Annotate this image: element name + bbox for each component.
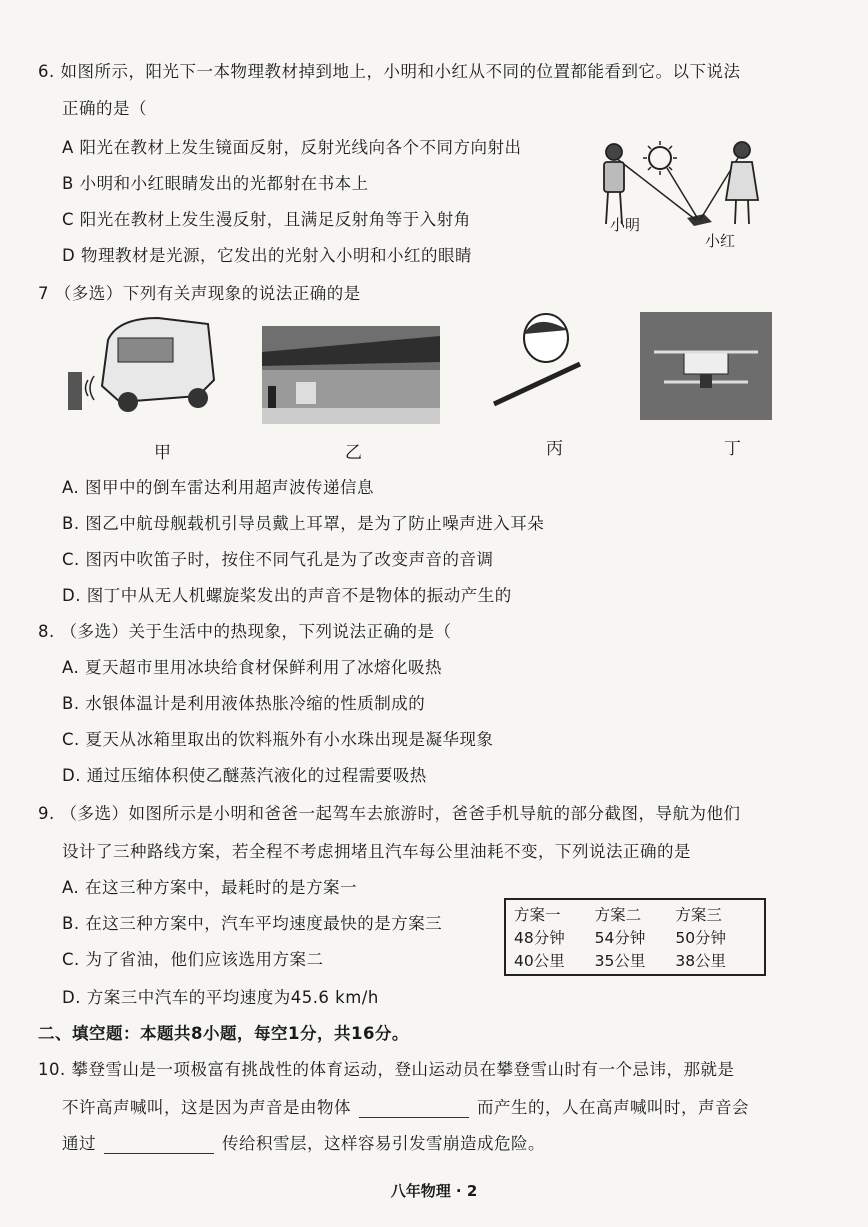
q9-stem-line2: 设计了三种路线方案，若全程不考虑拥堵且汽车每公里油耗不变，下列说法正确的是 — [62, 842, 691, 861]
q10-line3 — [62, 1130, 545, 1154]
q9-option-a: A. 在这三种方案中，最耗时的是方案一 — [62, 878, 357, 897]
table-time-plan1: 48分钟 — [514, 928, 565, 947]
caption-yi: 乙 — [345, 443, 362, 463]
q9-option-b: B. 在这三种方案中，汽车平均速度最快的是方案三 — [62, 914, 443, 933]
q6-stem-line2: 正确的是（ — [62, 99, 147, 118]
table-distance-plan2: 35公里 — [594, 952, 646, 971]
q10-line2-part2: 而产生的，人在高声喊叫时，声音会 — [477, 1098, 749, 1117]
label-xiaoming: 小明 — [610, 216, 641, 234]
xiaohong-figure — [726, 142, 758, 224]
q8-option-a: A. 夏天超市里用冰块给食材保鲜利用了冰熔化吸热 — [62, 658, 442, 677]
q7-image-ding-drone — [640, 312, 772, 420]
q6-option-a: A 阳光在教材上发生镜面反射，反射光线向各个不同方向射出 — [62, 138, 522, 157]
incident-ray — [667, 168, 698, 219]
q9-option-c: C. 为了省油，他们应该选用方案二 — [62, 950, 324, 969]
xiaoming-figure — [604, 144, 624, 224]
q7-option-b: B. 图乙中航母舰载机引导员戴上耳罩，是为了防止噪声进入耳朵 — [62, 514, 545, 533]
q7-option-d: D. 图丁中从无人机螺旋桨发出的声音不是物体的振动产生的 — [62, 586, 512, 605]
q10-line3-part1: 通过 — [62, 1134, 96, 1153]
table-header-plan3: 方案三 — [675, 905, 722, 924]
q7-image-jia-car-radar — [58, 310, 218, 422]
q9-stem-line1: 9. （多选）如图所示是小明和爸爸一起驾车去旅游时，爸爸手机导航的部分截图，导航为他们 — [38, 804, 741, 823]
q10-line3-part2: 传给积雪层，这样容易引发雪崩造成危险。 — [222, 1134, 545, 1153]
label-xiaohong: 小红 — [705, 232, 736, 250]
q7-option-c: C. 图丙中吹笛子时，按住不同气孔是为了改变声音的音调 — [62, 550, 494, 569]
q10-blank-1[interactable] — [359, 1099, 469, 1118]
q6-reflection-figure — [592, 138, 782, 256]
q8-option-d: D. 通过压缩体积使乙醚蒸汽液化的过程需要吸热 — [62, 766, 427, 785]
q6-option-c: C 阳光在教材上发生漫反射，且满足反射角等于入射角 — [62, 210, 471, 229]
q6-option-b: B 小明和小红眼睛发出的光都射在书本上 — [62, 174, 369, 193]
table-distance-plan1: 40公里 — [514, 952, 565, 971]
q10-blank-2[interactable] — [104, 1135, 214, 1154]
q6-option-d: D 物理教材是光源，它发出的光射入小明和小红的眼睛 — [62, 246, 472, 265]
route-plan-table — [504, 898, 766, 976]
table-distance-plan3: 38公里 — [675, 952, 727, 971]
q7-image-bing-flute — [484, 312, 594, 424]
q6-stem-line1: 6. 如图所示，阳光下一本物理教材掉到地上，小明和小红从不同的位置都能看到它。以下说法 — [38, 62, 741, 81]
table-header-plan2: 方案二 — [594, 905, 642, 924]
q8-option-c: C. 夏天从冰箱里取出的饮料瓶外有小水珠出现是凝华现象 — [62, 730, 494, 749]
q10-line2-part1: 不许高声喊叫，这是因为声音是由物体 — [62, 1098, 351, 1117]
q9-option-d: D. 方案三中汽车的平均速度为45.6 km/h — [62, 988, 379, 1007]
q7-stem: 7 （多选）下列有关声现象的说法正确的是 — [38, 284, 361, 303]
section-2-heading: 二、填空题：本题共8小题，每空1分，共16分。 — [38, 1024, 409, 1043]
table-time-plan3: 50分钟 — [675, 928, 727, 947]
page-footer: 八年物理 · 2 — [390, 1182, 478, 1200]
caption-jia: 甲 — [154, 443, 171, 463]
q8-option-b: B. 水银体温计是利用液体热胀冷缩的性质制成的 — [62, 694, 426, 713]
q8-stem: 8. （多选）关于生活中的热现象，下列说法正确的是（ — [38, 622, 452, 641]
q7-image-yi-carrier — [262, 326, 440, 424]
table-header-plan1: 方案一 — [514, 905, 561, 924]
caption-ding: 丁 — [724, 439, 741, 459]
q7-option-a: A. 图甲中的倒车雷达利用超声波传递信息 — [62, 478, 374, 497]
sun-icon — [643, 141, 677, 175]
table-time-plan2: 54分钟 — [594, 928, 646, 947]
q10-line2 — [62, 1094, 749, 1118]
q10-line1: 10. 攀登雪山是一项极富有挑战性的体育运动，登山运动员在攀登雪山时有一个忌讳，那就是 — [38, 1060, 735, 1079]
caption-bing: 丙 — [546, 439, 563, 459]
